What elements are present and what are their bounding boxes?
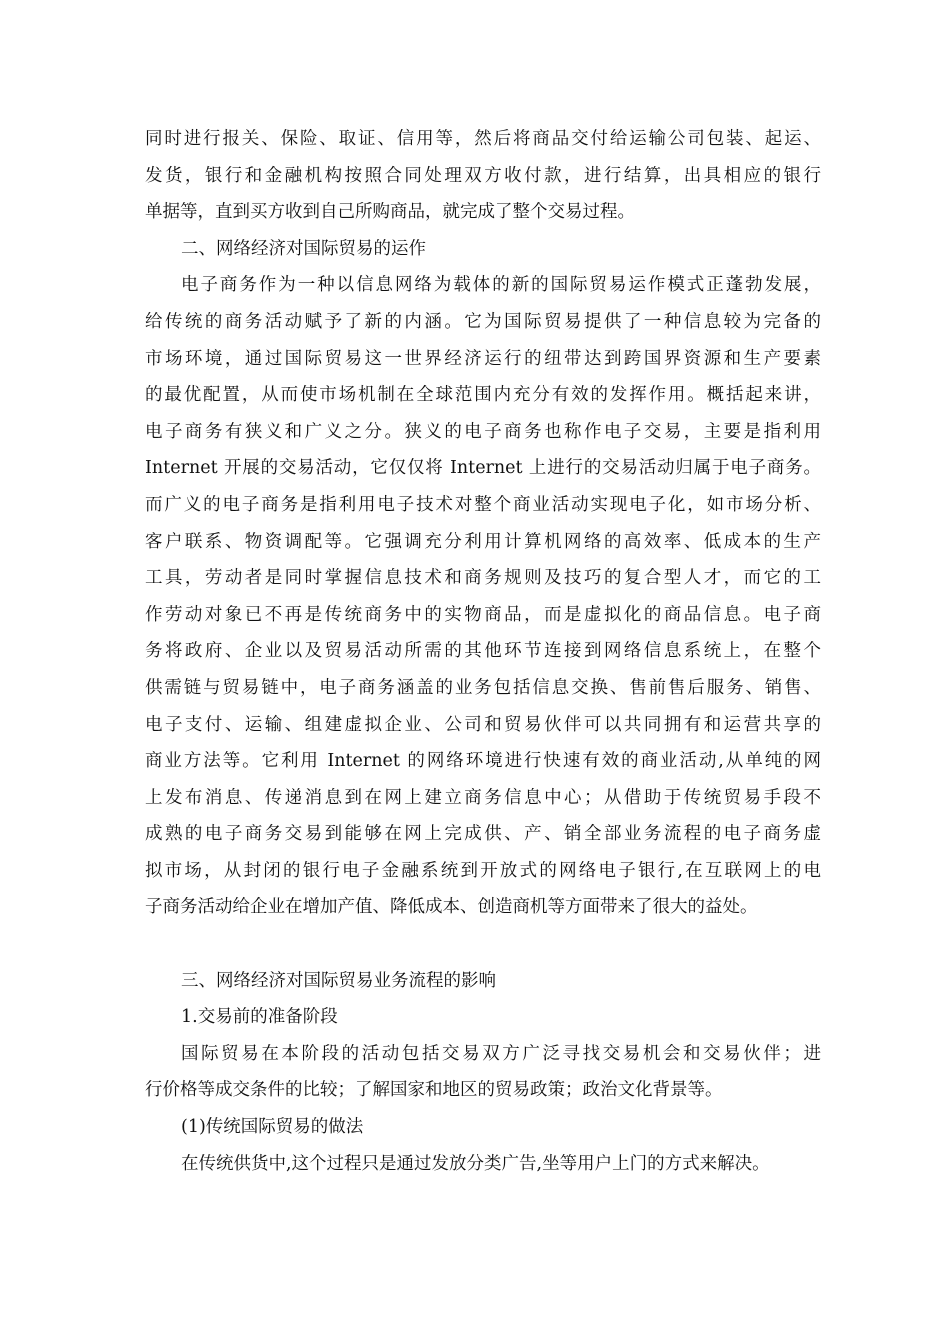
text-line: 拟市场，从封闭的银行电子金融系统到开放式的网络电子银行,在互联网上的电 (145, 860, 821, 881)
text-line: 成熟的电子商务交易到能够在网上完成供、产、销全部业务流程的电子商务虚 (145, 824, 821, 845)
text-line: 在传统供货中,这个过程只是通过发放分类广告,坐等用户上门的方式来解决。 (181, 1153, 770, 1174)
text-line: 单据等，直到买方收到自己所购商品，就完成了整个交易过程。 (145, 202, 635, 223)
text-line: 作劳动对象已不再是传统商务中的实物商品，而是虚拟化的商品信息。电子商 (145, 604, 821, 625)
paragraph-preparation-stage (145, 1036, 821, 1109)
document-body (145, 121, 821, 1182)
text-line: 商业方法等。它利用 Internet 的网络环境进行快速有效的商业活动,从单纯的网 (145, 751, 821, 772)
text-line: 行价格等成交条件的比较；了解国家和地区的贸易政策；政治文化背景等。 (145, 1080, 723, 1101)
text-line: 电子商务作为一种以信息网络为载体的新的国际贸易运作模式正蓬勃发展， (181, 275, 821, 296)
paragraph-ecommerce (145, 267, 821, 926)
text-line: 的最优配置，从而使市场机制在全球范围内充分有效的发挥作用。概括起来讲， (145, 385, 821, 406)
paragraph-traditional-supply (145, 1146, 821, 1183)
text-line: 上发布消息、传递消息到在网上建立商务信息中心；从借助于传统贸易手段不 (145, 787, 821, 808)
subsection-heading-1: 1.交易前的准备阶段 (181, 1007, 338, 1028)
text-line: 务将政府、企业以及贸易活动所需的其他环节连接到网络信息系统上，在整个 (145, 641, 821, 662)
text-line: 发货，银行和金融机构按照合同处理双方收付款，进行结算，出具相应的银行 (145, 165, 821, 186)
text-line: 同时进行报关、保险、取证、信用等，然后将商品交付给运输公司包装、起运、 (145, 129, 821, 149)
text-line: 子商务活动给企业在增加产值、降低成本、创造商机等方面带来了很大的益处。 (145, 897, 758, 918)
text-line: 电子商务有狭义和广义之分。狭义的电子商务也称作电子交易，主要是指利用 (145, 421, 821, 442)
text-line: 市场环境，通过国际贸易这一世界经济运行的纽带达到跨国界资源和生产要素 (145, 348, 821, 369)
text-line: 供需链与贸易链中，电子商务涵盖的业务包括信息交换、售前售后服务、销售、 (145, 677, 821, 698)
text-line: 给传统的商务活动赋予了新的内涵。它为国际贸易提供了一种信息较为完备的 (145, 311, 821, 332)
paragraph-transaction-process (145, 121, 821, 231)
text-line: 而广义的电子商务是指利用电子技术对整个商业活动实现电子化，如市场分析、 (145, 494, 821, 515)
text-line: Internet 开展的交易活动，它仅仅将 Internet 上进行的交易活动归属于电子商务。 (145, 458, 821, 479)
text-line: 电子支付、运输、组建虚拟企业、公司和贸易伙伴可以共同拥有和运营共享的 (145, 714, 821, 735)
blank-line (145, 926, 821, 963)
section-heading-2: 二、网络经济对国际贸易的运作 (181, 238, 426, 259)
section-heading-3: 三、网络经济对国际贸易业务流程的影响 (181, 970, 496, 991)
text-line: 客户联系、物资调配等。它强调充分利用计算机网络的高效率、低成本的生产 (145, 531, 821, 552)
subsection-heading-traditional: (1)传统国际贸易的做法 (181, 1117, 364, 1138)
text-line: 国际贸易在本阶段的活动包括交易双方广泛寻找交易机会和交易伙伴；进 (181, 1043, 821, 1064)
text-line: 工具，劳动者是同时掌握信息技术和商务规则及技巧的复合型人才，而它的工 (145, 568, 821, 589)
